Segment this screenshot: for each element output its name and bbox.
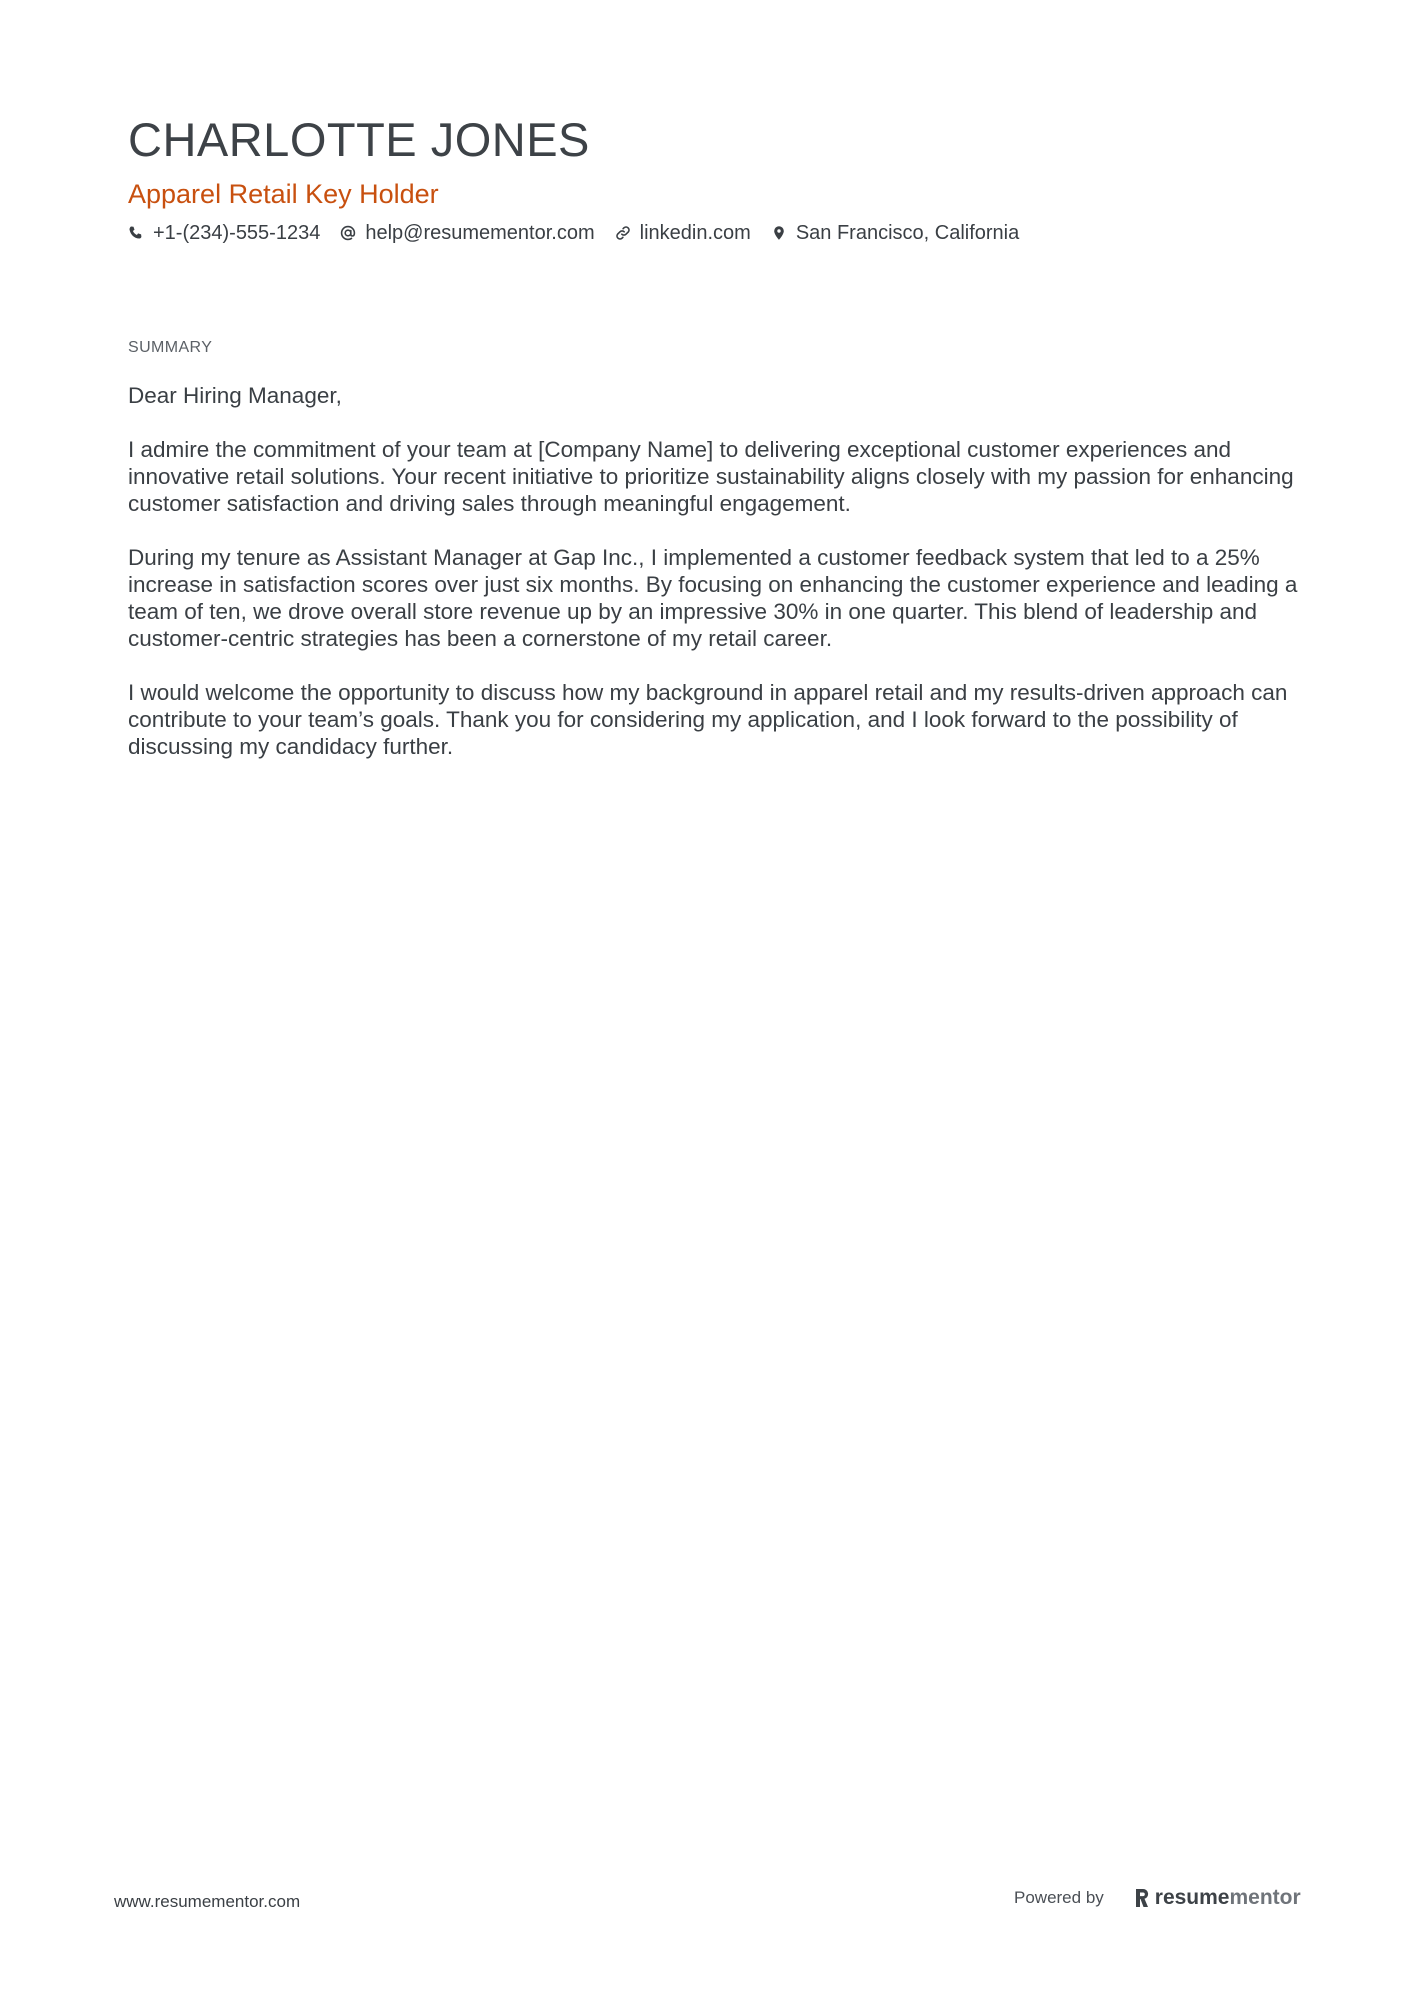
letter-greeting: Dear Hiring Manager,	[128, 383, 342, 408]
location-text: San Francisco, California	[795, 222, 1020, 244]
section-heading-summary: SUMMARY	[128, 339, 213, 356]
job-title: Apparel Retail Key Holder	[128, 179, 439, 209]
website-link[interactable]: linkedin.com	[639, 222, 751, 244]
location-pin-icon	[771, 225, 787, 241]
header	[128, 112, 1288, 246]
powered-by-label: Powered by	[1014, 1888, 1104, 1907]
letter-body	[128, 382, 1298, 787]
phone-icon	[128, 225, 144, 241]
letter-paragraph: I admire the commitment of your team at [Company Name] to delivering exceptional customer experiences and innovative retail solutions. Your recent initiative to prioritize sustainability aligns closely with my passion for enhancing customer satisfaction and driving sales through meaningful engagement.	[128, 437, 1294, 516]
contact-phone	[128, 220, 320, 246]
brand-name-strong: resume	[1154, 1886, 1230, 1909]
brand-logo[interactable]	[1134, 1886, 1301, 1910]
brand-name-light: mentor	[1229, 1886, 1301, 1909]
contact-email	[340, 220, 594, 246]
footer-url[interactable]: www.resumementor.com	[114, 1892, 301, 1911]
email-address[interactable]: help@resumementor.com	[365, 222, 595, 244]
contact-website	[615, 220, 751, 246]
resumementor-logo-icon	[1134, 1888, 1150, 1908]
contact-location	[771, 220, 1019, 246]
link-icon	[615, 225, 631, 241]
footer-branding	[1014, 1886, 1301, 1910]
contact-bar	[128, 220, 1288, 246]
at-icon	[340, 225, 356, 241]
candidate-name: CHARLOTTE JONES	[128, 113, 590, 166]
letter-paragraph: I would welcome the opportunity to discuss how my background in apparel retail and my results-driven approach can contribute to your team’s goals. Thank you for considering my application, and I look forward to the possibility of discussing my candidacy further.	[128, 680, 1288, 759]
phone-number: +1-(234)-555-1234	[153, 222, 321, 244]
letter-paragraph: During my tenure as Assistant Manager at Gap Inc., I implemented a customer feedback system that led to a 25% increase in satisfaction scores over just six months. By focusing on enhancing the customer experience and leading a team of ten, we drove overall store revenue up by an impressive 30% in one quarter. This blend of leadership and customer-centric strategies has been a cornerstone of my retail career.	[128, 545, 1298, 651]
